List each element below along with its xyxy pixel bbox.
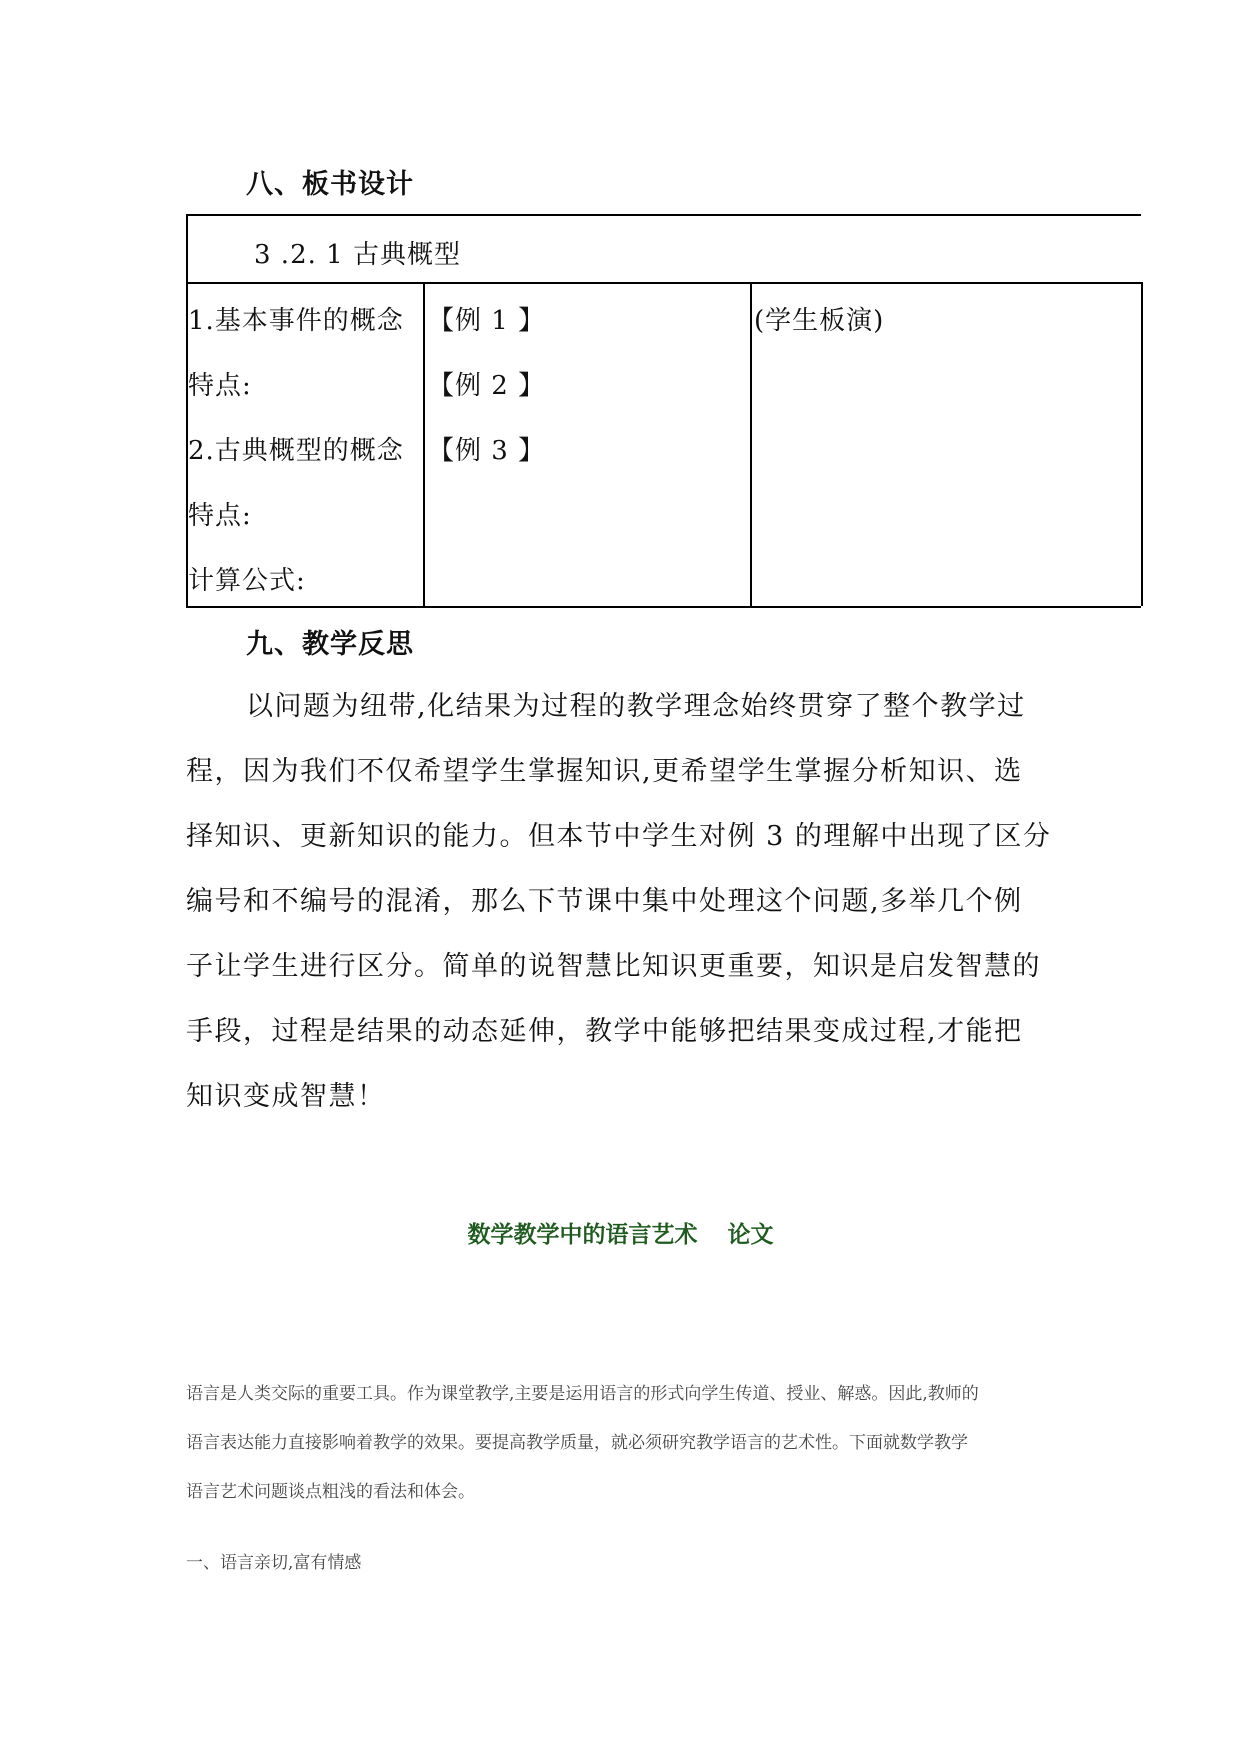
paragraph-line: 语言是人类交际的重要工具。作为课堂教学,主要是运用语言的形式向学生传道、授业、解惑。因此,教师的: [186, 1384, 979, 1404]
board-title: 3 .2. 1 古典概型: [254, 240, 461, 270]
paragraph-line: 子让学生进行区分。简单的说智慧比知识更重要，知识是启发智慧的: [186, 951, 1041, 982]
section-heading-teaching-reflection: 九、教学反思: [246, 629, 414, 660]
example-item: 【例 3 】: [428, 436, 546, 466]
paragraph-line: 语言艺术问题谈点粗浅的看法和体会。: [186, 1482, 475, 1502]
student-demo-label: (学生板演): [754, 306, 885, 336]
board-title-row: [188, 216, 1143, 284]
column-divider: [750, 284, 752, 606]
paragraph-line: 手段，过程是结果的动态延伸，教学中能够把结果变成过程,才能把: [186, 1016, 1023, 1047]
paragraph-line: 知识变成智慧！: [186, 1081, 386, 1112]
paragraph-line: 程，因为我们不仅希望学生掌握知识,更希望学生掌握分析知识、选: [186, 756, 1023, 787]
board-design-table: [186, 214, 1141, 608]
concept-item: 特点:: [188, 501, 252, 531]
column-divider: [423, 284, 425, 606]
essay-intro-paragraph: [186, 1370, 1066, 1517]
essay-subheading: 一、语言亲切,富有情感: [186, 1553, 362, 1573]
concept-item: 计算公式:: [188, 566, 306, 596]
section-heading-board-design: 八、板书设计: [246, 169, 414, 200]
paragraph-line: 编号和不编号的混淆，那么下节课中集中处理这个问题,多举几个例: [186, 886, 1023, 917]
paragraph-line: 语言表达能力直接影响着教学的效果。要提高教学质量，就必须研究教学语言的艺术性。下面就数学教学: [186, 1433, 968, 1453]
concept-item: 特点:: [188, 371, 252, 401]
table-right-border: [1141, 284, 1143, 606]
concept-item: 2.古典概型的概念: [188, 436, 404, 466]
paragraph-line: 以问题为纽带,化结果为过程的教学理念始终贯穿了整个教学过: [246, 691, 1026, 722]
example-item: 【例 1 】: [428, 306, 546, 336]
concept-item: 1.基本事件的概念: [188, 306, 404, 336]
essay-title: 数学教学中的语言艺术 论文: [467, 1222, 774, 1248]
example-item: 【例 2 】: [428, 371, 546, 401]
reflection-paragraph: [186, 674, 1056, 1129]
paragraph-line: 择知识、更新知识的能力。但本节中学生对例 3 的理解中出现了区分: [186, 821, 1052, 852]
